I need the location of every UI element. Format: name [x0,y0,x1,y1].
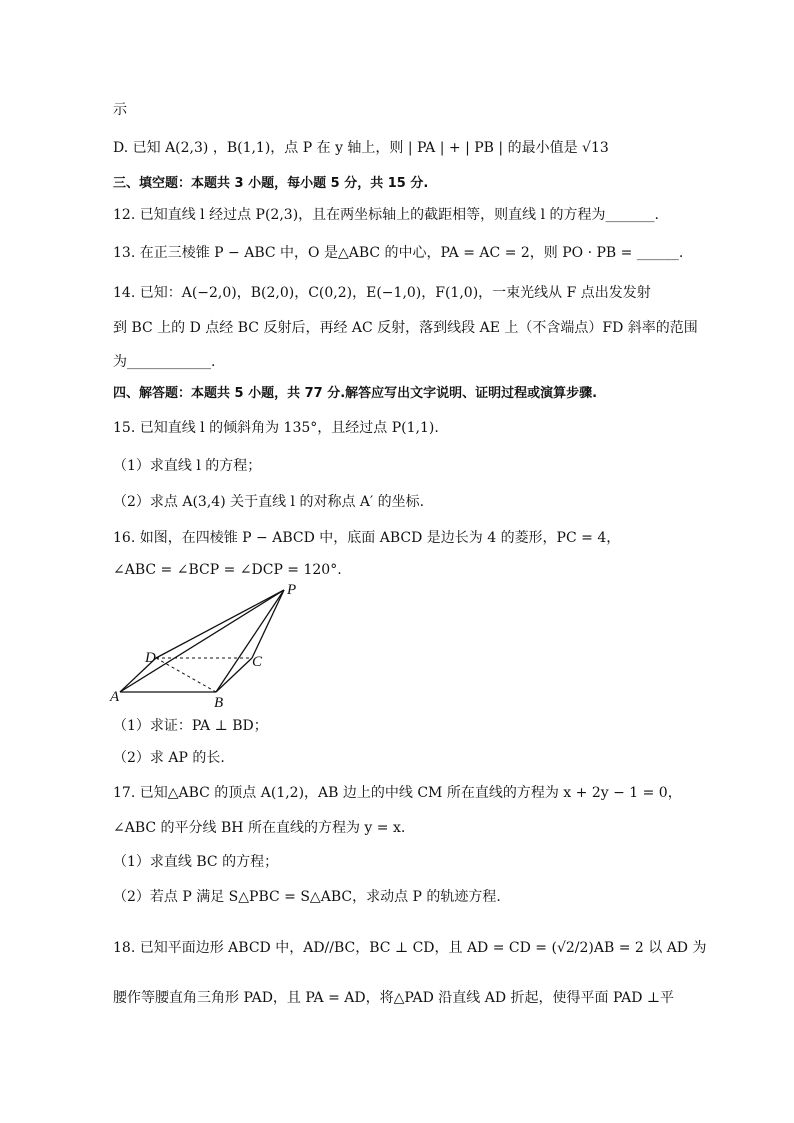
text-line: 12. 已知直线 l 经过点 P(2,3)，且在两坐标轴上的截距相等，则直线 l 的方程为_______. [113,207,659,223]
edge-bc [216,658,252,692]
text-line: 17. 已知△ABC 的顶点 A(1,2)，AB 边上的中线 CM 所在直线的方程为 x + 2y − 1 = 0， [113,785,682,801]
text-line: 示 [113,102,127,118]
text-line: （1）求直线 BC 的方程； [113,854,279,870]
text-line: （2）求点 A(3,4) 关于直线 l 的对称点 A′ 的坐标. [113,494,425,510]
text-line: ∠ABC = ∠BCP = ∠DCP = 120°. [113,562,342,578]
text-line: 15. 已知直线 l 的倾斜角为 135°，且经过点 P(1,1). [113,420,439,436]
edge-pb [216,590,284,692]
text-line: 13. 在正三棱锥 P − ABC 中，O 是△ABC 的中心，PA = AC = 2，则 PO · PB = ______. [113,245,684,261]
text-line: D. 已知 A(2,3) ，B(1,1)，点 P 在 y 轴上，则 | PA | + | PB | 的最小值是 √13 [113,140,609,156]
label-p: P [287,582,297,598]
label-b: B [214,695,224,710]
text-line: （2）若点 P 满足 S△PBC = S△ABC，求动点 P 的轨迹方程. [113,889,501,905]
section-heading: 三、填空题：本题共 3 小题，每小题 5 分，共 15 分. [113,176,429,191]
text-line: ∠ABC 的平分线 BH 所在直线的方程为 y = x. [113,820,406,836]
text-line: （1）求证：PA ⊥ BD； [113,718,268,734]
section-heading: 四、解答题：本题共 5 小题，共 77 分.解答应写出文字说明、证明过程或演算步骤. [113,386,598,401]
text-line: 14. 已知：A(−2,0)，B(2,0)，C(0,2)，E(−1,0)，F(1,0)，一束光线从 F 点出发发射 [113,285,651,301]
text-line: （1）求直线 l 的方程； [113,458,262,474]
text-line: 腰作等腰直角三角形 PAD，且 PA = AD，将△PAD 沿直线 AD 折起，使得平面 PAD ⊥平 [113,990,675,1006]
edge-db-hidden [156,658,216,692]
text-line: 到 BC 上的 D 点经 BC 反射后，再经 AC 反射，落到线段 AE 上（不含端点）FD 斜率的范围 [113,320,698,336]
text-line: 18. 已知平面边形 ABCD 中，AD//BC，BC ⊥ CD，且 AD = CD = (√2/2)AB = 2 以 AD 为 [113,940,707,956]
text-line: 为____________. [113,354,216,370]
label-c: C [252,654,263,670]
pyramid-figure [108,578,308,710]
label-a: A [110,689,120,705]
edge-pd [156,590,284,658]
text-line: 16. 如图，在四棱锥 P − ABCD 中，底面 ABCD 是边长为 4 的菱形，PC = 4， [113,530,621,546]
label-d: D [145,650,156,666]
text-line: （2）求 AP 的长. [113,750,225,766]
